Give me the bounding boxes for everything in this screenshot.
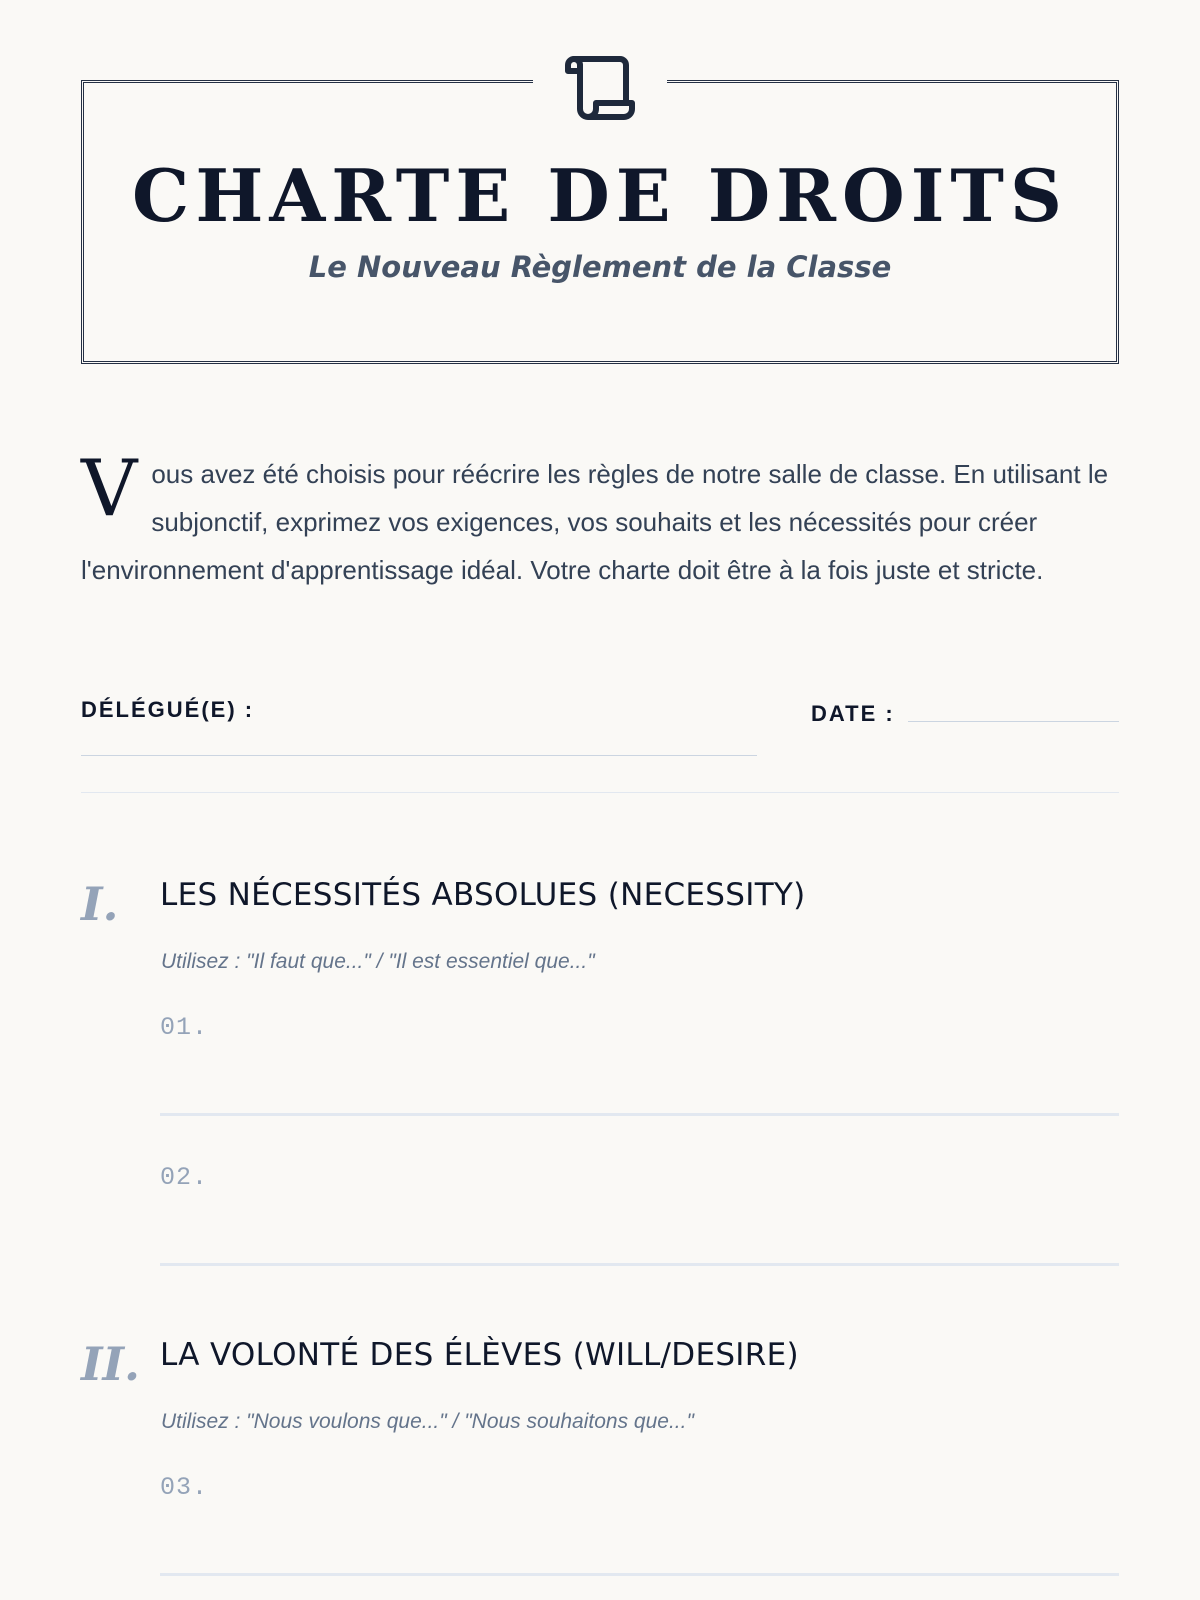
section-numeral: I.: [81, 877, 119, 931]
answer-line[interactable]: [160, 1263, 1119, 1266]
delegate-label: DÉLÉGUÉ(E) :: [81, 697, 255, 722]
delegate-field[interactable]: [81, 755, 757, 756]
scroll-icon: [562, 51, 638, 121]
drop-cap: V: [81, 444, 138, 534]
section-title: LA VOLONTÉ DES ÉLÈVES (WILL/DESIRE): [160, 1337, 799, 1373]
scroll-badge: [533, 44, 667, 128]
divider: [81, 792, 1119, 793]
section-title: LES NÉCESSITÉS ABSOLUES (NECESSITY): [160, 877, 806, 913]
intro-paragraph: [81, 444, 1119, 594]
intro-text: ous avez été choisis pour réécrire les règles de notre salle de classe. En utilisant le subjonctif, exprimez vos exigences, vos souhaits et les nécessités pour créer l'environnement d'apprentissage idéal. Votre charte doit être à la fois juste et stricte.: [81, 459, 1109, 585]
section-hint: Utilisez : "Nous voulons que..." / "Nous souhaitons que...": [161, 1410, 694, 1433]
date-field[interactable]: [908, 721, 1119, 722]
answer-line[interactable]: [160, 1113, 1119, 1116]
page-subtitle: Le Nouveau Règlement de la Classe: [308, 250, 892, 284]
answer-number: 02.: [160, 1163, 209, 1192]
page-title: CHARTE DE DROITS: [132, 153, 1068, 238]
section-hint: Utilisez : "Il faut que..." / "Il est essentiel que...": [161, 950, 595, 973]
answer-number: 01.: [160, 1013, 209, 1042]
answer-number: 03.: [160, 1473, 209, 1502]
answer-line[interactable]: [160, 1573, 1119, 1576]
date-label: DATE :: [811, 701, 895, 726]
section-numeral: II.: [81, 1337, 141, 1391]
